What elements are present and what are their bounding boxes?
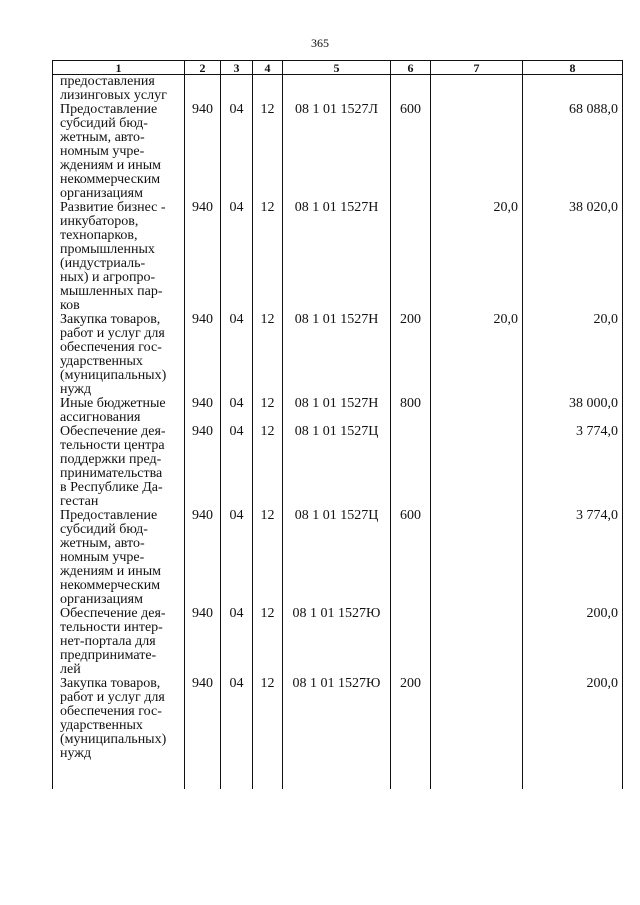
table-row bbox=[53, 397, 623, 425]
expense-type-code: 200 bbox=[391, 313, 431, 397]
description-line: предоставления bbox=[60, 74, 155, 89]
amount-col8: 38 000,0 bbox=[523, 397, 623, 425]
empty-cell bbox=[53, 761, 185, 789]
description-line: Развитие бизнес - bbox=[60, 200, 166, 215]
table-row bbox=[53, 509, 623, 607]
description-line: в Республике Да- bbox=[60, 480, 163, 495]
section-code: 04 bbox=[221, 397, 253, 425]
description-line: (муниципальных) bbox=[60, 732, 167, 747]
admin-code: 940 bbox=[185, 677, 221, 761]
description-line: ударственных bbox=[60, 354, 143, 369]
description-line: работ и услуг для bbox=[60, 690, 165, 705]
description-line: жетным, авто- bbox=[60, 130, 145, 145]
empty-cell bbox=[283, 761, 391, 789]
expense-type-code: 600 bbox=[391, 103, 431, 201]
table-row bbox=[53, 677, 623, 761]
description-line: ударственных bbox=[60, 718, 143, 733]
subsection-code: 12 bbox=[253, 425, 283, 509]
description-line: номным учре- bbox=[60, 144, 145, 159]
amount-col8: 3 774,0 bbox=[523, 509, 623, 607]
description-line: субсидий бюд- bbox=[60, 116, 148, 131]
empty-cell bbox=[221, 761, 253, 789]
table-header-row bbox=[53, 61, 623, 75]
description-line: нужд bbox=[60, 382, 92, 397]
column-header: 8 bbox=[523, 61, 623, 75]
description-line: некоммерческим bbox=[60, 172, 161, 187]
description-line: технопарков, bbox=[60, 228, 138, 243]
target-article-code: 08 1 01 1527Ц bbox=[283, 509, 391, 607]
empty-cell bbox=[185, 761, 221, 789]
target-article-code: 08 1 01 1527Н bbox=[283, 313, 391, 397]
section-code bbox=[221, 75, 253, 104]
row-description bbox=[53, 509, 185, 607]
column-header: 1 bbox=[53, 61, 185, 75]
expense-type-code: 800 bbox=[391, 397, 431, 425]
description-line: лизинговых услуг bbox=[60, 88, 167, 103]
column-header: 5 bbox=[283, 61, 391, 75]
description-line: промышленных bbox=[60, 242, 155, 257]
table-row bbox=[53, 313, 623, 397]
target-article-code: 08 1 01 1527Ю bbox=[283, 607, 391, 677]
subsection-code: 12 bbox=[253, 397, 283, 425]
description-line: Иные бюджетные bbox=[60, 396, 166, 411]
description-line: (муниципальных) bbox=[60, 368, 167, 383]
description-line: обеспечения гос- bbox=[60, 340, 162, 355]
table-row bbox=[53, 607, 623, 677]
expense-type-code bbox=[391, 607, 431, 677]
column-header: 4 bbox=[253, 61, 283, 75]
expense-type-code bbox=[391, 201, 431, 313]
expense-type-code: 600 bbox=[391, 509, 431, 607]
table-continuation bbox=[53, 761, 623, 789]
row-description bbox=[53, 313, 185, 397]
amount-col7: 20,0 bbox=[431, 313, 523, 397]
section-code: 04 bbox=[221, 201, 253, 313]
empty-cell bbox=[391, 761, 431, 789]
admin-code: 940 bbox=[185, 397, 221, 425]
page-number: 365 bbox=[311, 36, 329, 50]
description-line: Закупка товаров, bbox=[60, 312, 161, 327]
description-line: лей bbox=[60, 662, 81, 677]
description-line: некоммерческим bbox=[60, 578, 161, 593]
column-header: 7 bbox=[431, 61, 523, 75]
subsection-code: 12 bbox=[253, 607, 283, 677]
admin-code: 940 bbox=[185, 509, 221, 607]
subsection-code bbox=[253, 75, 283, 104]
column-header: 3 bbox=[221, 61, 253, 75]
amount-col8: 20,0 bbox=[523, 313, 623, 397]
amount-col7 bbox=[431, 607, 523, 677]
row-description bbox=[53, 103, 185, 201]
target-article-code: 08 1 01 1527Л bbox=[283, 103, 391, 201]
description-line: ждениям и иным bbox=[60, 158, 162, 173]
budget-table bbox=[52, 60, 623, 789]
target-article-code: 08 1 01 1527Н bbox=[283, 201, 391, 313]
empty-cell bbox=[523, 761, 623, 789]
admin-code: 940 bbox=[185, 313, 221, 397]
target-article-code: 08 1 01 1527Ц bbox=[283, 425, 391, 509]
table-row bbox=[53, 75, 623, 104]
admin-code: 940 bbox=[185, 201, 221, 313]
description-line: Обеспечение дея- bbox=[60, 424, 166, 439]
description-line: обеспечения гос- bbox=[60, 704, 162, 719]
admin-code: 940 bbox=[185, 607, 221, 677]
description-line: нужд bbox=[60, 746, 92, 761]
target-article-code: 08 1 01 1527Ю bbox=[283, 677, 391, 761]
amount-col8: 200,0 bbox=[523, 677, 623, 761]
section-code: 04 bbox=[221, 509, 253, 607]
amount-col8: 3 774,0 bbox=[523, 425, 623, 509]
section-code: 04 bbox=[221, 425, 253, 509]
empty-cell bbox=[431, 761, 523, 789]
admin-code: 940 bbox=[185, 103, 221, 201]
amount-col8: 200,0 bbox=[523, 607, 623, 677]
subsection-code: 12 bbox=[253, 103, 283, 201]
description-line: ассигнования bbox=[60, 410, 141, 425]
expense-type-code bbox=[391, 75, 431, 104]
description-line: Предоставление bbox=[60, 102, 158, 117]
amount-col7 bbox=[431, 509, 523, 607]
amount-col7 bbox=[431, 677, 523, 761]
amount-col8 bbox=[523, 75, 623, 104]
description-line: тельности интер- bbox=[60, 620, 163, 635]
description-line: мышленных пар- bbox=[60, 284, 163, 299]
row-description bbox=[53, 75, 185, 104]
description-line: жетным, авто- bbox=[60, 536, 145, 551]
description-line: организациям bbox=[60, 186, 143, 201]
column-header: 2 bbox=[185, 61, 221, 75]
description-line: ждениям и иным bbox=[60, 564, 162, 579]
subsection-code: 12 bbox=[253, 313, 283, 397]
amount-col7 bbox=[431, 397, 523, 425]
description-line: организациям bbox=[60, 592, 143, 607]
section-code: 04 bbox=[221, 677, 253, 761]
table-row bbox=[53, 103, 623, 201]
amount-col8: 68 088,0 bbox=[523, 103, 623, 201]
description-line: Предоставление bbox=[60, 508, 158, 523]
description-line: принимательства bbox=[60, 466, 163, 481]
description-line: нет-портала для bbox=[60, 634, 156, 649]
amount-col7: 20,0 bbox=[431, 201, 523, 313]
row-description bbox=[53, 677, 185, 761]
amount-col7 bbox=[431, 425, 523, 509]
table-row bbox=[53, 425, 623, 509]
table-row bbox=[53, 201, 623, 313]
section-code: 04 bbox=[221, 103, 253, 201]
subsection-code: 12 bbox=[253, 509, 283, 607]
subsection-code: 12 bbox=[253, 677, 283, 761]
description-line: ков bbox=[60, 298, 80, 313]
expense-type-code: 200 bbox=[391, 677, 431, 761]
description-line: номным учре- bbox=[60, 550, 145, 565]
description-line: тельности центра bbox=[60, 438, 165, 453]
target-article-code: 08 1 01 1527Н bbox=[283, 397, 391, 425]
admin-code bbox=[185, 75, 221, 104]
column-header: 6 bbox=[391, 61, 431, 75]
description-line: работ и услуг для bbox=[60, 326, 165, 341]
target-article-code bbox=[283, 75, 391, 104]
empty-cell bbox=[253, 761, 283, 789]
row-description bbox=[53, 607, 185, 677]
row-description bbox=[53, 397, 185, 425]
amount-col8: 38 020,0 bbox=[523, 201, 623, 313]
description-line: гестан bbox=[60, 494, 99, 509]
amount-col7 bbox=[431, 103, 523, 201]
row-description bbox=[53, 425, 185, 509]
description-line: инкубаторов, bbox=[60, 214, 139, 229]
description-line: Закупка товаров, bbox=[60, 676, 161, 691]
section-code: 04 bbox=[221, 607, 253, 677]
description-line: субсидий бюд- bbox=[60, 522, 148, 537]
description-line: (индустриаль- bbox=[60, 256, 146, 271]
section-code: 04 bbox=[221, 313, 253, 397]
description-line: Обеспечение дея- bbox=[60, 606, 166, 621]
description-line: ных) и агропро- bbox=[60, 270, 156, 285]
row-description bbox=[53, 201, 185, 313]
description-line: предпринимате- bbox=[60, 648, 157, 663]
subsection-code: 12 bbox=[253, 201, 283, 313]
amount-col7 bbox=[431, 75, 523, 104]
description-line: поддержки пред- bbox=[60, 452, 162, 467]
expense-type-code bbox=[391, 425, 431, 509]
admin-code: 940 bbox=[185, 425, 221, 509]
